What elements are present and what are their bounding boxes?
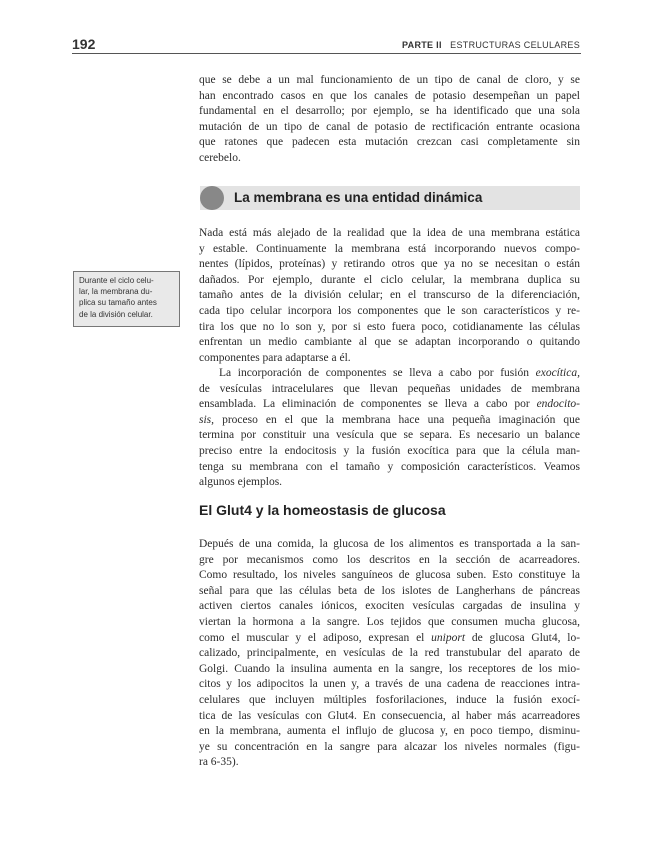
italic-term: uniport [431, 631, 466, 644]
text-line: tira los que no lo son y, por si esto fuera poco, cotidianamente las células [199, 320, 580, 333]
text-run: de glucosa Glut4, lo- [471, 631, 580, 644]
text-line [199, 631, 580, 647]
text-run: como el muscular y el adiposo, expresan el [199, 631, 425, 644]
text-line: citos y los adipocitos la unen y, a través de una cadena de reacciones intra- [199, 678, 580, 691]
text-line: ye su concentración en la sangre para alcazar los niveles normales (figu- [199, 740, 580, 753]
running-head [402, 40, 580, 50]
text-line: fundamental en el desarrollo; por ejemplo, se ha identificado que una sola [199, 105, 580, 118]
margin-note-line: de la división celular. [79, 309, 153, 319]
text-line: termina por constituir una vesícula que se separa. Es necesario un balance [199, 429, 580, 442]
intro-paragraph [199, 73, 580, 167]
text-line: enfrentan un medio cambiante al que se adaptan incorporando o quitando [199, 336, 580, 349]
text-line: Golgi. Cuando la insulina aumenta en la sangre, los receptores de los mio- [199, 662, 580, 675]
text-line: componentes para adaptarse a él. [199, 351, 351, 364]
text-line: celulares que incluyen múltiples fosforilaciones, induce la fusión exocí- [199, 693, 580, 706]
paragraph-3 [199, 537, 580, 771]
italic-term: sis, [199, 413, 215, 426]
text-line: han encontrado casos en que los canales de potasio desempeñan un papel [199, 89, 580, 102]
text-line [199, 413, 580, 429]
text-line: Depués de una comida, la glucosa de los alimentos es transportada a la san- [199, 538, 580, 550]
paragraph-1 [199, 226, 580, 366]
text-line: que ratones que padecen esta mutación crezcan casi completamente sin [199, 136, 580, 149]
header-rule [72, 53, 581, 54]
text-line: nentes (lípidos, proteínas) y retirando otros que ya no se necesitan o están [199, 258, 580, 271]
text-run: proceso en el que la membrana hace una pequeña imaginación que [222, 413, 580, 426]
part-label: PARTE II [402, 40, 442, 50]
subsection-title: El Glut4 y la homeostasis de glucosa [199, 502, 446, 518]
text-line: cerebelo. [199, 151, 241, 164]
page-number: 192 [72, 36, 96, 52]
section-bullet-icon [200, 186, 224, 210]
text-run: La incorporación de componentes se lleva a cabo por fusión [219, 367, 529, 379]
text-line: ra 6-35). [199, 756, 239, 769]
text-line: señal para que las células beta de los islotes de Langherhans de páncreas [199, 584, 580, 597]
text-line: Nada está más alejado de la realidad que la idea de una membrana estática [199, 227, 580, 239]
text-line: calizado, principalmente, en vesículas de la red transtubular del aparato de [199, 647, 580, 660]
text-line [199, 397, 580, 413]
section-title: La membrana es una entidad dinámica [234, 190, 483, 205]
part-title: ESTRUCTURAS CELULARES [450, 40, 580, 50]
text-line: gre por mecanismos como los descritos en la sección de acarreadores. [199, 553, 580, 566]
margin-note [73, 271, 180, 327]
paragraph-2 [199, 366, 580, 491]
text-line: dañados. Por ejemplo, durante el ciclo celular, la membrana duplica su [199, 273, 580, 286]
text-line: viertan la hormona a la sangre. Los tejidos que consumen mucha glucosa, [199, 615, 580, 628]
italic-term: exocítica, [535, 367, 580, 379]
text-run: ensamblada. La eliminación de componentes se lleva a cabo por [199, 398, 530, 411]
text-line: en la membrana, aumenta el influjo de glucosa y, en poco tiempo, disminu- [199, 725, 580, 738]
text-line: que se debe a un mal funcionamiento de un tipo de canal de cloro, y se [199, 74, 580, 86]
text-line: activen ciertos canales iónicos, exociten vesículas cargadas de insulina y [199, 600, 580, 613]
text-line [199, 366, 580, 382]
margin-note-line: lar, la membrana du- [79, 287, 153, 297]
margin-note-line: plica su tamaño antes [79, 298, 157, 308]
text-line: mutación de un tipo de canal de potasio de rectificación entrante ocasiona [199, 120, 580, 133]
text-line: algunos ejemplos. [199, 476, 283, 489]
italic-term: endocito- [536, 398, 580, 411]
text-line: tamaño antes de la división celular; en el transcurso de la diferenciación, [199, 289, 580, 302]
text-line: Como resultado, los niveles sanguíneos de glucosa suben. Esto constituye la [199, 569, 580, 582]
text-line: tica de las vesículas con Glut4. En consecuencia, al haber más acarreadores [199, 709, 580, 722]
text-line: y estable. Continuamente la membrana está incorporando nuevos compo- [199, 242, 580, 255]
text-line: preciso entre la endocitosis y la fusión exocítica para que la célula man- [199, 444, 580, 457]
margin-note-line: Durante el ciclo celu- [79, 276, 154, 285]
text-line: cada tipo celular incorpora los componentes que le son característicos y re- [199, 304, 580, 317]
text-line: tenga su membrana con el tamaño y composición característicos. Veamos [199, 460, 580, 473]
text-line: de vesículas intracelulares que llevan pequeñas unidades de membrana [199, 382, 580, 395]
